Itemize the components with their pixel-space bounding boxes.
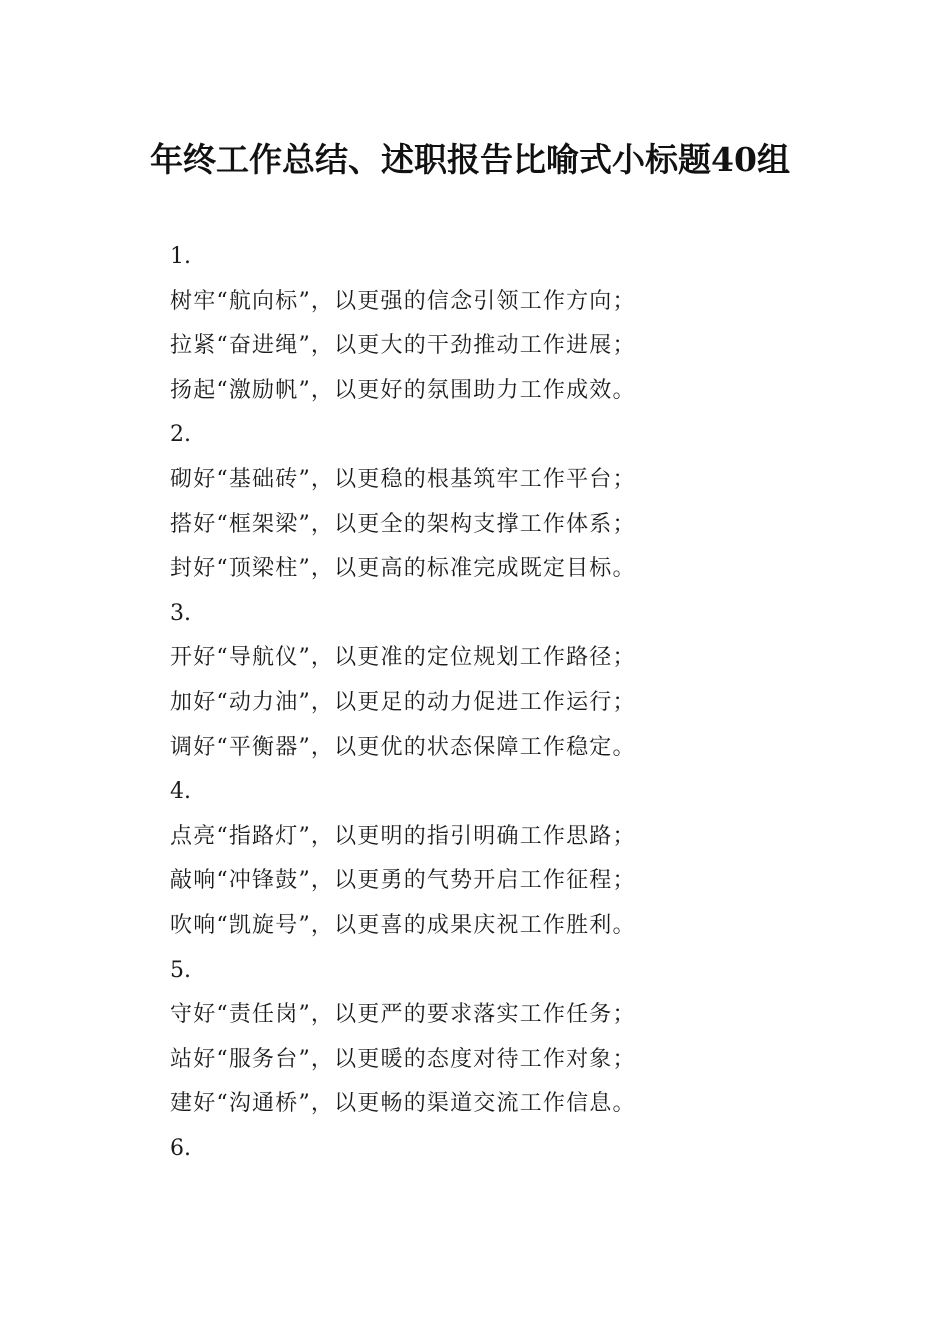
group-line: 拉紧“奋进绳”，以更大的干劲推动工作进展； [170, 333, 636, 359]
group-line: 站好“服务台”，以更暖的态度对待工作对象； [170, 1046, 636, 1072]
group-line: 封好“顶梁柱”，以更高的标准完成既定目标。 [170, 556, 636, 582]
group-number: 3. [170, 600, 191, 626]
group-line: 吹响“凯旋号”，以更喜的成果庆祝工作胜利。 [170, 912, 636, 938]
group-line: 加好“动力油”，以更足的动力促进工作运行； [170, 689, 636, 715]
group-line: 调好“平衡器”，以更优的状态保障工作稳定。 [170, 734, 636, 760]
group-line: 树牢“航向标”，以更强的信念引领工作方向； [170, 288, 636, 314]
group-line: 建好“沟通桥”，以更畅的渠道交流工作信息。 [170, 1091, 636, 1117]
group-number: 2. [170, 422, 191, 448]
group-number: 6. [170, 1135, 191, 1161]
group-number: 4. [170, 779, 191, 805]
group-line: 守好“责任岗”，以更严的要求落实工作任务； [170, 1002, 636, 1028]
group-line: 敲响“冲锋鼓”，以更勇的气势开启工作征程； [170, 868, 636, 894]
group-line: 开好“导航仪”，以更准的定位规划工作路径； [170, 645, 636, 671]
document-title: 年终工作总结、述职报告比喻式小标题40组 [150, 140, 790, 179]
group-line: 点亮“指路灯”，以更明的指引明确工作思路； [170, 823, 636, 849]
document-body [170, 235, 770, 1171]
group-line: 砌好“基础砖”，以更稳的根基筑牢工作平台； [170, 466, 636, 492]
group-line: 搭好“框架梁”，以更全的架构支撑工作体系； [170, 511, 636, 537]
group-number: 5. [170, 957, 191, 983]
group-line: 扬起“激励帆”，以更好的氛围助力工作成效。 [170, 377, 636, 403]
group-number: 1. [170, 244, 191, 269]
